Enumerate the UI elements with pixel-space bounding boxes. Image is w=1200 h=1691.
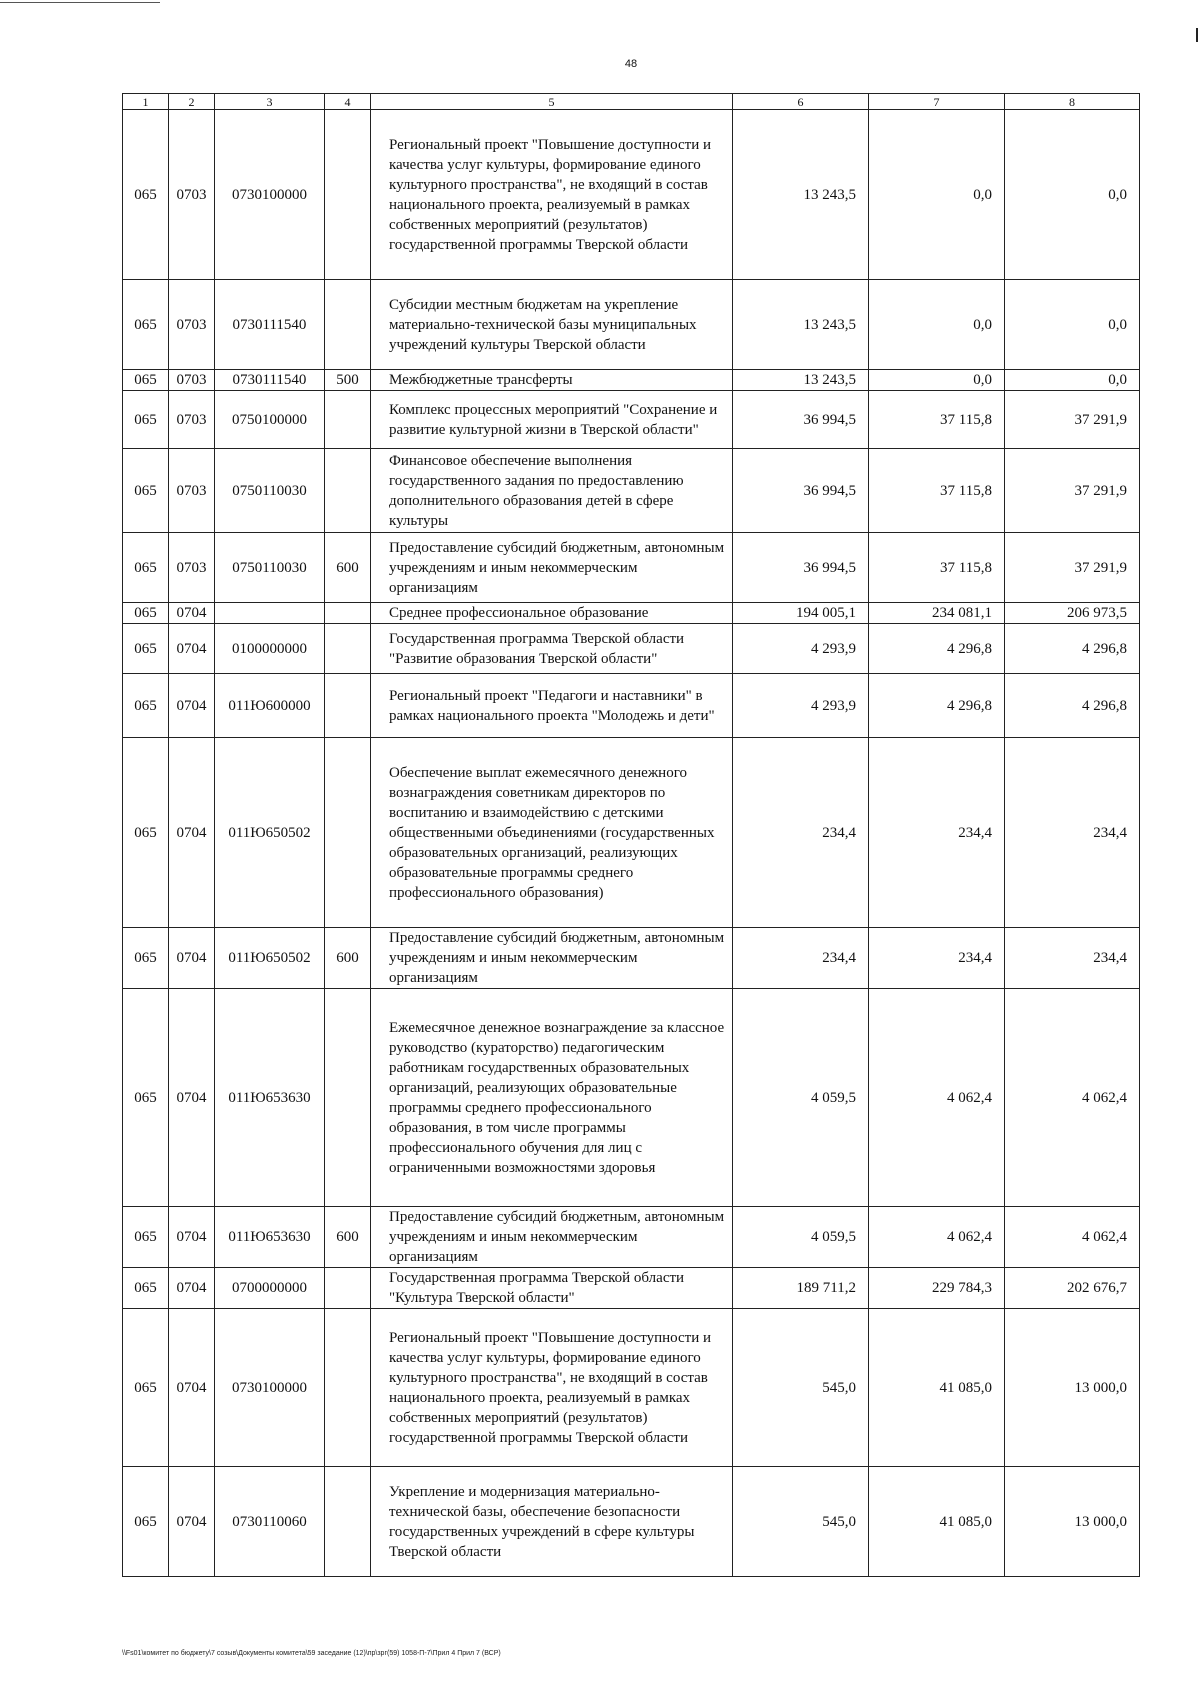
scan-edge-mark xyxy=(1196,28,1198,42)
section-code-cell: 0703 xyxy=(169,280,215,370)
grbs-code-cell: 065 xyxy=(123,280,169,370)
description-cell: Региональный проект "Педагоги и наставники" в рамках национального проекта "Молодежь и дети" xyxy=(371,674,733,738)
amount-col8-cell: 37 291,9 xyxy=(1005,391,1140,449)
table-row xyxy=(123,1207,1140,1268)
amount-col8-cell: 206 973,5 xyxy=(1005,603,1140,624)
section-code-cell: 0703 xyxy=(169,449,215,533)
amount-col8-cell: 4 062,4 xyxy=(1005,989,1140,1207)
expense-type-cell xyxy=(325,603,371,624)
amount-col8-cell: 37 291,9 xyxy=(1005,449,1140,533)
amount-col6-cell: 545,0 xyxy=(733,1467,869,1577)
description-cell: Предоставление субсидий бюджетным, автономным учреждениям и иным некоммерческим организациям xyxy=(371,533,733,603)
table-row xyxy=(123,370,1140,391)
expense-type-cell xyxy=(325,738,371,928)
section-code-cell: 0703 xyxy=(169,391,215,449)
amount-col6-cell: 545,0 xyxy=(733,1309,869,1467)
expense-type-cell: 500 xyxy=(325,370,371,391)
amount-col6-cell: 4 059,5 xyxy=(733,989,869,1207)
amount-col7-cell: 234,4 xyxy=(869,928,1005,989)
expense-type-cell: 600 xyxy=(325,928,371,989)
grbs-code-cell: 065 xyxy=(123,449,169,533)
expense-type-cell xyxy=(325,989,371,1207)
expense-type-cell xyxy=(325,624,371,674)
description-cell: Комплекс процессных мероприятий "Сохранение и развитие культурной жизни в Тверской области" xyxy=(371,391,733,449)
target-article-cell: 0730110060 xyxy=(215,1467,325,1577)
grbs-code-cell: 065 xyxy=(123,928,169,989)
table-row xyxy=(123,449,1140,533)
table-row xyxy=(123,280,1140,370)
amount-col6-cell: 234,4 xyxy=(733,738,869,928)
description-cell: Региональный проект "Повышение доступности и качества услуг культуры, формирование единого культурного пространства", не входящий в состав национального проекта, реализуемый в рамках собственных мероприятий (результатов) государственной программы Тверской области xyxy=(371,110,733,280)
expense-type-cell xyxy=(325,674,371,738)
section-code-cell: 0704 xyxy=(169,1309,215,1467)
description-cell: Предоставление субсидий бюджетным, автономным учреждениям и иным некоммерческим организациям xyxy=(371,928,733,989)
target-article-cell xyxy=(215,603,325,624)
amount-col6-cell: 13 243,5 xyxy=(733,280,869,370)
expense-type-cell xyxy=(325,110,371,280)
amount-col7-cell: 4 062,4 xyxy=(869,989,1005,1207)
description-cell: Предоставление субсидий бюджетным, автономным учреждениям и иным некоммерческим организациям xyxy=(371,1207,733,1268)
target-article-cell: 011Ю650502 xyxy=(215,738,325,928)
description-cell: Региональный проект "Повышение доступности и качества услуг культуры, формирование единого культурного пространства", не входящий в состав национального проекта, реализуемый в рамках собственных мероприятий (результатов) государственной программы Тверской области xyxy=(371,1309,733,1467)
description-cell: Среднее профессиональное образование xyxy=(371,603,733,624)
header-cell: 8 xyxy=(1005,94,1140,110)
target-article-cell: 0100000000 xyxy=(215,624,325,674)
grbs-code-cell: 065 xyxy=(123,989,169,1207)
scan-edge-line xyxy=(0,2,160,3)
amount-col8-cell: 13 000,0 xyxy=(1005,1467,1140,1577)
description-cell: Межбюджетные трансферты xyxy=(371,370,733,391)
target-article-cell: 0730111540 xyxy=(215,280,325,370)
grbs-code-cell: 065 xyxy=(123,110,169,280)
grbs-code-cell: 065 xyxy=(123,603,169,624)
section-code-cell: 0703 xyxy=(169,110,215,280)
amount-col7-cell: 37 115,8 xyxy=(869,533,1005,603)
description-cell: Укрепление и модернизация материально-технической базы, обеспечение безопасности государственных учреждений в сфере культуры Тверской области xyxy=(371,1467,733,1577)
header-cell: 5 xyxy=(371,94,733,110)
target-article-cell: 0730111540 xyxy=(215,370,325,391)
header-cell: 2 xyxy=(169,94,215,110)
expense-type-cell xyxy=(325,1309,371,1467)
section-code-cell: 0704 xyxy=(169,738,215,928)
expense-type-cell: 600 xyxy=(325,533,371,603)
grbs-code-cell: 065 xyxy=(123,370,169,391)
target-article-cell: 011Ю653630 xyxy=(215,1207,325,1268)
grbs-code-cell: 065 xyxy=(123,391,169,449)
target-article-cell: 0730100000 xyxy=(215,110,325,280)
amount-col7-cell: 41 085,0 xyxy=(869,1309,1005,1467)
section-code-cell: 0704 xyxy=(169,1268,215,1309)
amount-col6-cell: 36 994,5 xyxy=(733,449,869,533)
description-cell: Финансовое обеспечение выполнения государственного задания по предоставлению дополнительного образования детей в сфере культуры xyxy=(371,449,733,533)
amount-col6-cell: 234,4 xyxy=(733,928,869,989)
grbs-code-cell: 065 xyxy=(123,1268,169,1309)
header-cell: 7 xyxy=(869,94,1005,110)
table-row xyxy=(123,738,1140,928)
table-row xyxy=(123,989,1140,1207)
grbs-code-cell: 065 xyxy=(123,533,169,603)
amount-col7-cell: 0,0 xyxy=(869,110,1005,280)
amount-col7-cell: 234,4 xyxy=(869,738,1005,928)
description-cell: Государственная программа Тверской области "Развитие образования Тверской области" xyxy=(371,624,733,674)
amount-col7-cell: 229 784,3 xyxy=(869,1268,1005,1309)
grbs-code-cell: 065 xyxy=(123,624,169,674)
grbs-code-cell: 065 xyxy=(123,674,169,738)
amount-col6-cell: 36 994,5 xyxy=(733,533,869,603)
amount-col8-cell: 202 676,7 xyxy=(1005,1268,1140,1309)
amount-col8-cell: 4 296,8 xyxy=(1005,674,1140,738)
expense-type-cell xyxy=(325,449,371,533)
table-row xyxy=(123,603,1140,624)
section-code-cell: 0704 xyxy=(169,674,215,738)
table-row xyxy=(123,1268,1140,1309)
amount-col6-cell: 36 994,5 xyxy=(733,391,869,449)
section-code-cell: 0704 xyxy=(169,603,215,624)
amount-col7-cell: 4 062,4 xyxy=(869,1207,1005,1268)
section-code-cell: 0703 xyxy=(169,370,215,391)
budget-table xyxy=(122,93,1140,1577)
amount-col6-cell: 4 293,9 xyxy=(733,624,869,674)
section-code-cell: 0704 xyxy=(169,989,215,1207)
description-cell: Государственная программа Тверской области "Культура Тверской области" xyxy=(371,1268,733,1309)
amount-col8-cell: 234,4 xyxy=(1005,928,1140,989)
table-row xyxy=(123,110,1140,280)
grbs-code-cell: 065 xyxy=(123,738,169,928)
amount-col8-cell: 0,0 xyxy=(1005,370,1140,391)
amount-col8-cell: 13 000,0 xyxy=(1005,1309,1140,1467)
header-cell: 6 xyxy=(733,94,869,110)
target-article-cell: 0730100000 xyxy=(215,1309,325,1467)
table-row xyxy=(123,391,1140,449)
amount-col8-cell: 234,4 xyxy=(1005,738,1140,928)
file-path-footer: \\Fs01\комитет по бюджету\7 созыв\Документы комитета\59 заседание (12)\пр\зрг(59) 1058-П-7\Прил 4 Прил 7 (ВСР) xyxy=(122,1650,501,1657)
amount-col6-cell: 13 243,5 xyxy=(733,110,869,280)
expense-type-cell: 600 xyxy=(325,1207,371,1268)
description-cell: Ежемесячное денежное вознаграждение за классное руководство (кураторство) педагогическим работникам государственных образовательных организаций, реализующих образовательные программы среднего профессионального образования, в том числе программы профессионального обучения для лиц с ограниченными возможностями здоровья xyxy=(371,989,733,1207)
target-article-cell: 011Ю600000 xyxy=(215,674,325,738)
table-row xyxy=(123,928,1140,989)
target-article-cell: 0700000000 xyxy=(215,1268,325,1309)
section-code-cell: 0704 xyxy=(169,624,215,674)
expense-type-cell xyxy=(325,391,371,449)
amount-col7-cell: 37 115,8 xyxy=(869,449,1005,533)
target-article-cell: 0750110030 xyxy=(215,533,325,603)
table-row xyxy=(123,533,1140,603)
grbs-code-cell: 065 xyxy=(123,1207,169,1268)
table-row xyxy=(123,1467,1140,1577)
header-row xyxy=(123,94,1140,110)
table-row xyxy=(123,624,1140,674)
amount-col8-cell: 4 062,4 xyxy=(1005,1207,1140,1268)
section-code-cell: 0703 xyxy=(169,533,215,603)
target-article-cell: 011Ю650502 xyxy=(215,928,325,989)
grbs-code-cell: 065 xyxy=(123,1467,169,1577)
section-code-cell: 0704 xyxy=(169,1467,215,1577)
description-cell: Обеспечение выплат ежемесячного денежного вознаграждения советникам директоров по воспитанию и взаимодействию с детскими общественными объединениями (государственных образовательных организаций, реализующих образовательные программы среднего профессионального образования) xyxy=(371,738,733,928)
amount-col7-cell: 0,0 xyxy=(869,370,1005,391)
target-article-cell: 0750110030 xyxy=(215,449,325,533)
grbs-code-cell: 065 xyxy=(123,1309,169,1467)
amount-col6-cell: 13 243,5 xyxy=(733,370,869,391)
expense-type-cell xyxy=(325,1268,371,1309)
amount-col6-cell: 189 711,2 xyxy=(733,1268,869,1309)
description-cell: Субсидии местным бюджетам на укрепление материально-технической базы муниципальных учреждений культуры Тверской области xyxy=(371,280,733,370)
amount-col8-cell: 0,0 xyxy=(1005,280,1140,370)
amount-col8-cell: 37 291,9 xyxy=(1005,533,1140,603)
amount-col6-cell: 194 005,1 xyxy=(733,603,869,624)
amount-col7-cell: 234 081,1 xyxy=(869,603,1005,624)
amount-col7-cell: 37 115,8 xyxy=(869,391,1005,449)
section-code-cell: 0704 xyxy=(169,928,215,989)
target-article-cell: 0750100000 xyxy=(215,391,325,449)
amount-col8-cell: 0,0 xyxy=(1005,110,1140,280)
expense-type-cell xyxy=(325,1467,371,1577)
amount-col7-cell: 0,0 xyxy=(869,280,1005,370)
amount-col6-cell: 4 059,5 xyxy=(733,1207,869,1268)
page-number: 48 xyxy=(624,58,638,70)
expense-type-cell xyxy=(325,280,371,370)
amount-col7-cell: 4 296,8 xyxy=(869,674,1005,738)
amount-col7-cell: 4 296,8 xyxy=(869,624,1005,674)
table-row xyxy=(123,1309,1140,1467)
amount-col7-cell: 41 085,0 xyxy=(869,1467,1005,1577)
amount-col6-cell: 4 293,9 xyxy=(733,674,869,738)
section-code-cell: 0704 xyxy=(169,1207,215,1268)
header-cell: 3 xyxy=(215,94,325,110)
header-cell: 1 xyxy=(123,94,169,110)
table-row xyxy=(123,674,1140,738)
amount-col8-cell: 4 296,8 xyxy=(1005,624,1140,674)
header-cell: 4 xyxy=(325,94,371,110)
target-article-cell: 011Ю653630 xyxy=(215,989,325,1207)
